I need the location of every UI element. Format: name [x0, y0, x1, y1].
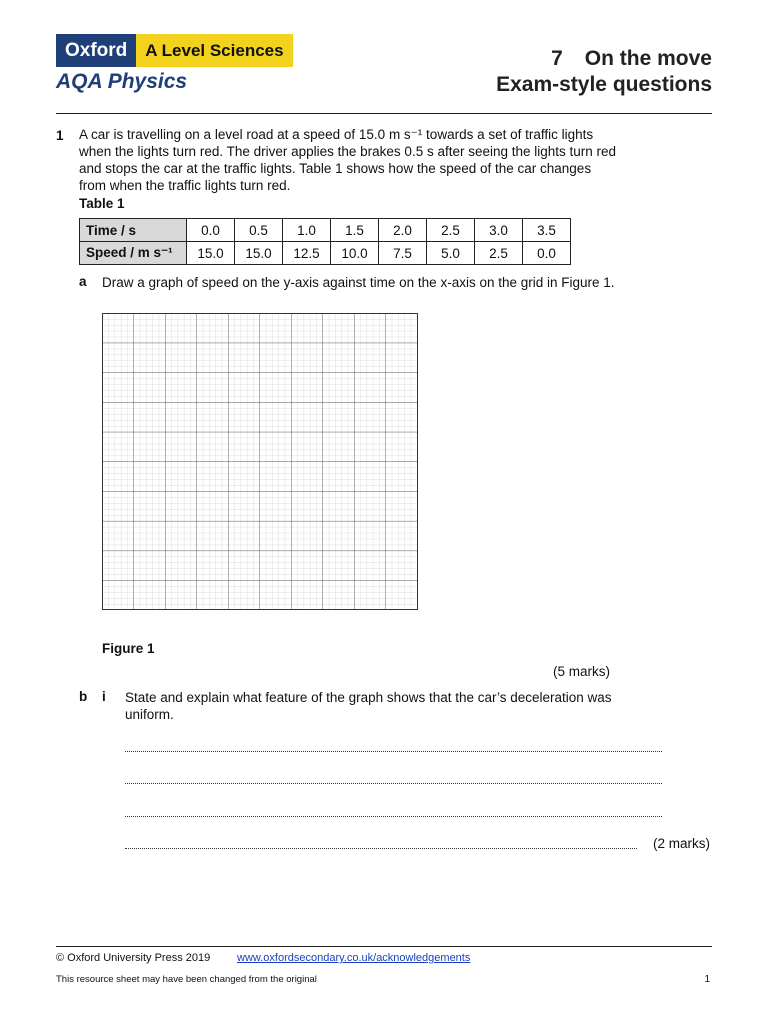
- part-a-text: Draw a graph of speed on the y-axis against time on the x-axis on the grid in Figure 1.: [102, 275, 615, 290]
- table-cell: 12.5: [283, 242, 331, 265]
- table-cell: 10.0: [331, 242, 379, 265]
- question-text: A car is travelling on a level road at a speed of 15.0 m s⁻¹ towards a set of traffic lights when the lights turn red. The driver applies the brakes 0.5 s after seeing the lights turn red and stops the car at the traffic lights. Table 1 shows how the speed of the car changes from when the traffic lights turn red.: [79, 127, 617, 193]
- table-cell: 1.0: [283, 219, 331, 242]
- table-cell: 0.0: [187, 219, 235, 242]
- answer-line[interactable]: [125, 848, 637, 849]
- table-cell: 2.5: [475, 242, 523, 265]
- logo-sciences-text: A Level Sciences: [136, 34, 292, 67]
- table-cell: 3.5: [523, 219, 571, 242]
- subject-title: AQA Physics: [56, 70, 188, 93]
- marks-part-b: (2 marks): [653, 836, 710, 851]
- figure-label: Figure 1: [102, 641, 155, 656]
- table-cell: 0.0: [523, 242, 571, 265]
- question-number: 1: [56, 128, 64, 143]
- table-cell: 2.0: [379, 219, 427, 242]
- disclaimer-text: This resource sheet may have been changed from the original: [56, 974, 317, 985]
- copyright-text: © Oxford University Press 2019: [56, 952, 211, 964]
- data-table: [79, 218, 571, 265]
- page-number: 1: [704, 974, 710, 985]
- table-header-speed: Speed / m s⁻¹: [80, 242, 187, 265]
- table-cell: 15.0: [187, 242, 235, 265]
- footer-divider: [56, 946, 712, 947]
- graph-paper-grid[interactable]: [102, 313, 418, 610]
- chapter-heading: [496, 46, 712, 98]
- page-type: Exam-style questions: [496, 73, 712, 96]
- table-cell: 1.5: [331, 219, 379, 242]
- answer-line[interactable]: [125, 816, 662, 817]
- table-cell: 7.5: [379, 242, 427, 265]
- table-cell: 15.0: [235, 242, 283, 265]
- answer-line[interactable]: [125, 783, 662, 784]
- table-row-time: [80, 219, 571, 242]
- table-header-time: Time / s: [80, 219, 187, 242]
- table-cell: 3.0: [475, 219, 523, 242]
- part-b-text: State and explain what feature of the graph shows that the car’s deceleration was uniform.: [125, 690, 612, 722]
- logo-oxford-text: Oxford: [56, 34, 136, 67]
- table-cell: 0.5: [235, 219, 283, 242]
- marks-part-a: (5 marks): [553, 664, 610, 679]
- header-divider: [56, 113, 712, 114]
- acknowledgements-link[interactable]: www.oxfordsecondary.co.uk/acknowledgements: [237, 952, 471, 964]
- table-cell: 5.0: [427, 242, 475, 265]
- part-b-sub-label: i: [102, 689, 106, 704]
- answer-line[interactable]: [125, 751, 662, 752]
- part-a-label: a: [79, 274, 87, 289]
- oxford-logo: [56, 34, 293, 67]
- table-cell: 2.5: [427, 219, 475, 242]
- chapter-number: 7: [551, 47, 563, 70]
- table-row-speed: [80, 242, 571, 265]
- chapter-title: On the move: [584, 47, 712, 70]
- part-b-label: b: [79, 689, 88, 704]
- table-label: Table 1: [79, 196, 125, 211]
